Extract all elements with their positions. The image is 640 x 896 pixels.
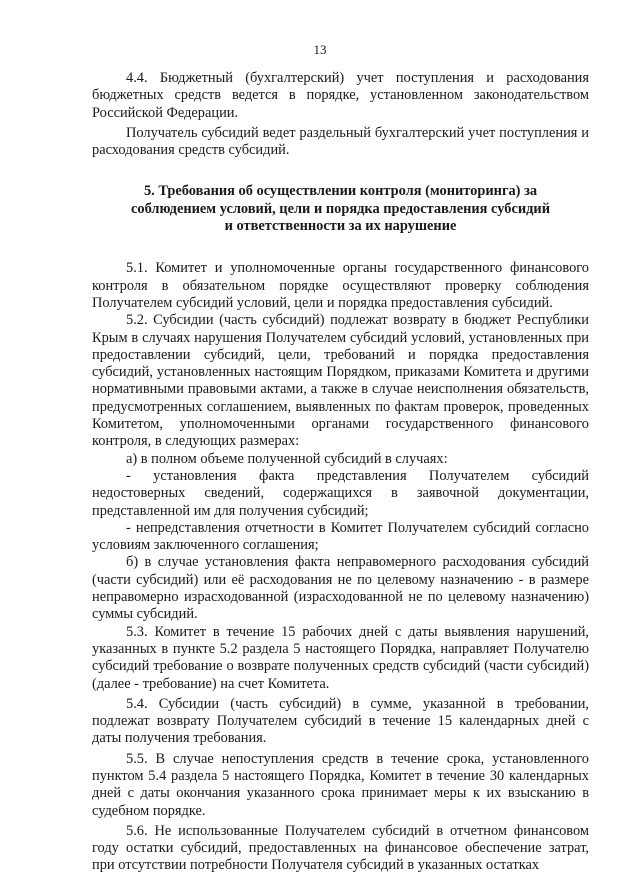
paragraph-5-3: 5.3. Комитет в течение 15 рабочих дней с даты выявления нарушений, указанных в пункте 5.2 раздела 5 настоящего Порядка, направляет Получателю субсидий требование о возврате полученных средств субсидий (части субсидий) (далее - требование) на счет Комитета. bbox=[92, 623, 589, 692]
section-heading bbox=[92, 183, 589, 235]
paragraph-5-1: 5.1. Комитет и уполномоченные органы государственного финансового контроля в обязательном порядке осуществляют проверку соблюдения Получателем субсидий условий, цели и порядка предоставления субсидий. bbox=[92, 260, 589, 311]
paragraph-5-2-b: б) в случае установления факта неправомерного расходования субсидий (части субсидий) или её расходования не по целевому назначению - в размере неправомерно израсходованной (израсходованной не по целевому назначению) суммы субсидий. bbox=[92, 554, 589, 623]
paragraph-5-2-a: а) в полном объеме полученной субсидий в случаях: bbox=[126, 450, 448, 467]
paragraph-5-2-a-item-2: - непредставления отчетности в Комитет Получателем субсидий согласно условиям заключенного соглашения; bbox=[92, 519, 589, 554]
paragraph-5-5: 5.5. В случае непоступления средств в течение срока, установленного пунктом 5.4 раздела 5 настоящего Порядка, Комитет в течение 30 календарных дней с даты окончания указанного срока принимает меры к их взысканию в судебном порядке. bbox=[92, 750, 589, 819]
page-number: 13 bbox=[313, 42, 327, 57]
paragraph-5-6: 5.6. Не использованные Получателем субсидий в отчетном финансовом году остатки субсидий, предоставленных на финансовое обеспечение затрат, при отсутствии потребности Получателя субсидий в указанных остатках bbox=[92, 822, 589, 874]
section-heading-line-2: соблюдением условий, цели и порядка предоставления субсидий bbox=[131, 200, 550, 217]
paragraph-accounting: Получатель субсидий ведет раздельный бухгалтерский учет поступления и расходования средств субсидий. bbox=[92, 124, 589, 159]
paragraph-5-2: 5.2. Субсидии (часть субсидий) подлежат возврату в бюджет Республики Крым в случаях нарушения Получателем субсидий условий, установленных при предоставлении субсидий, цели, требований и порядка предоставления субсидий, установленных настоящим Порядком, приказами Комитета и другими нормативными правовыми актами, а также в случае неисполнения обязательств, предусмотренных соглашением, выявленных по фактам проверок, проведенных Комитетом, уполномоченными органами государственного финансового контроля, в следующих размерах: bbox=[92, 312, 589, 450]
section-heading-line-1: 5. Требования об осуществлении контроля (мониторинга) за bbox=[143, 183, 538, 200]
paragraph-4-4: 4.4. Бюджетный (бухгалтерский) учет поступления и расходования бюджетных средств ведется в порядке, установленном законодательством Российской Федерации. bbox=[92, 70, 589, 121]
document-body bbox=[92, 70, 589, 875]
paragraph-5-4: 5.4. Субсидии (часть субсидий) в сумме, указанной в требовании, подлежат возврату Получателем субсидий в течение 15 календарных дней с даты получения требования. bbox=[92, 695, 589, 747]
paragraph-5-2-a-item-1: - установления факта представления Получателем субсидий недостоверных сведений, содержащихся в заявочной документации, представленной им для получения субсидий; bbox=[92, 467, 589, 519]
section-heading-line-3: и ответственности за их нарушение bbox=[224, 218, 457, 235]
